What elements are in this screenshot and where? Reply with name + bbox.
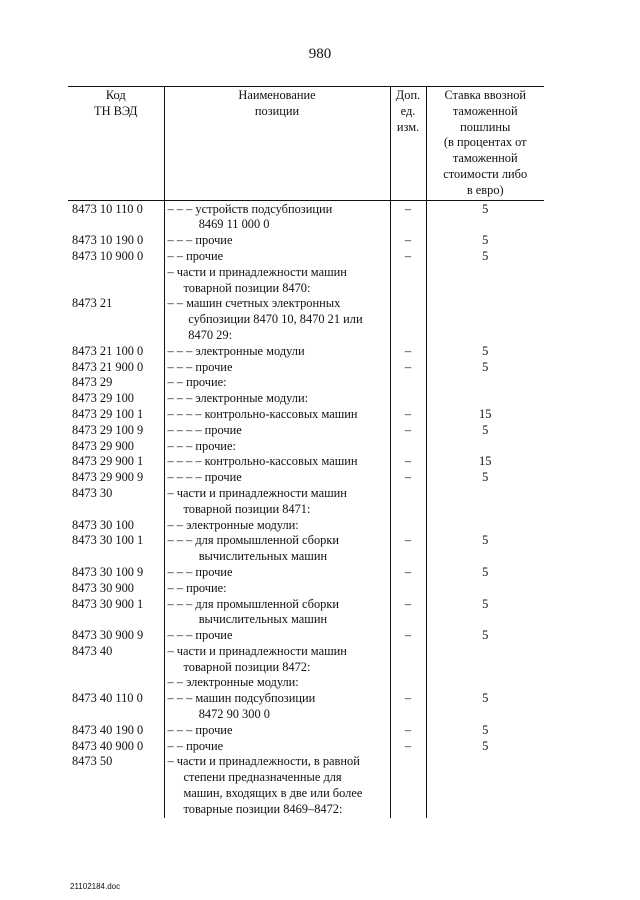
cell-name [164, 344, 390, 360]
cell-name-line: – – – для промышленной сборки [167, 596, 340, 611]
cell-code: 8473 21 [72, 296, 113, 311]
cell-unit: – [390, 454, 426, 470]
cell-rate [426, 581, 544, 597]
cell-code: 8473 21 900 0 [72, 359, 144, 374]
header-rate-line: стоимости либо [443, 166, 528, 181]
cell-unit: – [390, 360, 426, 376]
cell-rate [426, 265, 544, 297]
cell-unit [390, 486, 426, 518]
tariff-table [68, 86, 544, 818]
page-number: 980 [308, 46, 332, 62]
cell-name [164, 423, 390, 439]
cell-unit: – [390, 423, 426, 439]
header-code-line: Код [105, 88, 126, 102]
cell-name [164, 723, 390, 739]
cell-rate [426, 391, 544, 407]
cell-rate: 15 [426, 454, 544, 470]
cell-code: 8473 10 900 0 [72, 248, 144, 263]
cell-name [164, 375, 390, 391]
cell-unit: – [390, 233, 426, 249]
cell-unit [390, 518, 426, 534]
cell-name-line: – – – для промышленной сборки [167, 533, 340, 548]
cell-name [164, 265, 390, 297]
cell-name-line: вычислительных машин [198, 612, 328, 627]
cell-name-line: – – электронные модули: [167, 517, 299, 532]
table-row [68, 470, 544, 486]
cell-code: 8473 40 190 0 [72, 722, 144, 737]
cell-name-line: – – – машин подсубпозиции [167, 691, 316, 706]
cell-code: 8473 29 100 1 [72, 406, 144, 421]
cell-rate [426, 754, 544, 817]
cell-code: 8473 29 100 9 [72, 422, 144, 437]
cell-code: 8473 40 [72, 643, 113, 658]
cell-unit [390, 375, 426, 391]
cell-code: 8473 29 900 1 [72, 454, 144, 469]
cell-code: 8473 30 100 1 [72, 533, 144, 548]
table-row [68, 200, 544, 233]
cell-code: 8473 40 110 0 [72, 691, 143, 706]
cell-name-line: вычислительных машин [198, 549, 328, 564]
table-row [68, 565, 544, 581]
header-rate [426, 87, 544, 201]
table-row [68, 375, 544, 391]
table-row [68, 344, 544, 360]
cell-rate: 5 [426, 533, 544, 565]
cell-name-line: – – – – прочие [167, 470, 242, 485]
cell-name-line: 8470 29: [188, 327, 233, 342]
cell-name-line: – – – устройств подсубпозиции [167, 201, 333, 216]
cell-name-line: – – – прочие [167, 564, 233, 579]
cell-unit: – [390, 533, 426, 565]
cell-rate: 5 [426, 597, 544, 629]
cell-rate: 5 [426, 628, 544, 644]
cell-code: 8473 10 110 0 [72, 201, 143, 216]
table-row [68, 233, 544, 249]
cell-code: 8473 30 900 [72, 580, 134, 595]
cell-name-line: – – электронные модули: [167, 675, 299, 690]
cell-rate: 5 [426, 723, 544, 739]
cell-name-line: – – – электронные модули [167, 343, 305, 358]
cell-name [164, 644, 390, 691]
cell-name-line: товарной позиции 8470: [183, 280, 311, 295]
cell-unit [390, 581, 426, 597]
cell-name [164, 439, 390, 455]
cell-name [164, 360, 390, 376]
cell-rate: 5 [426, 565, 544, 581]
header-rate-line: в евро) [466, 182, 504, 197]
table-row [68, 265, 544, 297]
cell-code: 8473 40 900 0 [72, 738, 144, 753]
header-rate-line: Ставка ввозной [444, 88, 527, 102]
cell-name [164, 407, 390, 423]
cell-name-line: товарные позиции 8469–8472: [183, 801, 343, 816]
cell-name-line: – – – прочие: [167, 438, 236, 453]
cell-name [164, 391, 390, 407]
table-row [68, 439, 544, 455]
cell-unit [390, 296, 426, 343]
header-rate-line: пошлины [460, 119, 511, 134]
cell-name [164, 754, 390, 817]
cell-code: 8473 50 [72, 754, 113, 769]
cell-unit [390, 439, 426, 455]
cell-code: 8473 29 900 9 [72, 470, 144, 485]
cell-unit: – [390, 739, 426, 755]
cell-name-line: 8472 90 300 0 [198, 707, 270, 722]
cell-name-line: – – – электронные модули: [167, 391, 309, 406]
cell-name [164, 628, 390, 644]
cell-name [164, 565, 390, 581]
cell-name-line: – части и принадлежности машин [167, 485, 347, 500]
cell-name [164, 200, 390, 233]
cell-name [164, 233, 390, 249]
cell-name [164, 296, 390, 343]
cell-name [164, 597, 390, 629]
cell-code: 8473 30 900 9 [72, 628, 144, 643]
cell-name-line: степени предназначенные для [183, 770, 342, 785]
cell-rate: 5 [426, 344, 544, 360]
cell-unit [390, 265, 426, 297]
cell-name [164, 249, 390, 265]
cell-code: 8473 30 100 9 [72, 564, 144, 579]
cell-rate: 5 [426, 470, 544, 486]
document-filename: 21102184.doc [70, 882, 121, 891]
cell-rate [426, 486, 544, 518]
cell-code: 8473 30 900 1 [72, 596, 144, 611]
cell-name-line: – – – прочие [167, 233, 233, 248]
cell-name-line: товарной позиции 8472: [183, 659, 311, 674]
cell-rate [426, 296, 544, 343]
table-row [68, 296, 544, 343]
cell-name-line: 8469 11 000 0 [198, 217, 270, 232]
cell-rate: 5 [426, 360, 544, 376]
header-rate-line: таможенной [452, 151, 518, 166]
header-name-line: позиции [254, 103, 300, 118]
cell-unit: – [390, 628, 426, 644]
cell-name-line: товарной позиции 8471: [183, 501, 311, 516]
cell-name [164, 470, 390, 486]
cell-unit: – [390, 597, 426, 629]
cell-name-line: – части и принадлежности машин [167, 264, 347, 279]
table-row [68, 407, 544, 423]
cell-unit: – [390, 249, 426, 265]
cell-unit [390, 644, 426, 691]
cell-rate [426, 644, 544, 691]
cell-code: 8473 10 190 0 [72, 233, 144, 248]
header-name-line: Наименование [238, 88, 316, 102]
cell-rate: 5 [426, 691, 544, 723]
cell-name-line: субпозиции 8470 10, 8470 21 или [188, 312, 363, 327]
table-row [68, 423, 544, 439]
cell-code: 8473 30 [72, 485, 113, 500]
header-code [68, 87, 164, 201]
cell-name-line: – – прочие [167, 248, 224, 263]
cell-name [164, 454, 390, 470]
header-rate-line: таможенной [452, 103, 518, 118]
table-row [68, 533, 544, 565]
cell-unit [390, 754, 426, 817]
table-row [68, 723, 544, 739]
cell-name-line: – части и принадлежности, в равной [167, 754, 360, 769]
header-unit-line: Доп. [395, 88, 421, 102]
header-rate-line: (в процентах от [443, 135, 527, 150]
cell-unit: – [390, 200, 426, 233]
cell-unit [390, 391, 426, 407]
cell-unit: – [390, 344, 426, 360]
cell-code: 8473 29 900 [72, 438, 134, 453]
cell-name-line: – – машин счетных электронных [167, 296, 341, 311]
cell-rate [426, 439, 544, 455]
table-row [68, 581, 544, 597]
cell-rate [426, 518, 544, 534]
table-row [68, 391, 544, 407]
table-row [68, 754, 544, 817]
cell-name-line: – – – – прочие [167, 422, 242, 437]
table-row [68, 691, 544, 723]
cell-rate: 15 [426, 407, 544, 423]
cell-code [68, 265, 164, 297]
table-row [68, 454, 544, 470]
table-row [68, 739, 544, 755]
cell-code: 8473 21 100 0 [72, 343, 144, 358]
header-unit [390, 87, 426, 201]
cell-unit: – [390, 691, 426, 723]
cell-name-line: – – – прочие [167, 628, 233, 643]
cell-name [164, 518, 390, 534]
table-row [68, 518, 544, 534]
table-row [68, 486, 544, 518]
cell-unit: – [390, 565, 426, 581]
cell-name [164, 533, 390, 565]
cell-name-line: – – – прочие [167, 359, 233, 374]
cell-name-line: – – – – контрольно-кассовых машин [167, 406, 358, 421]
table-body [68, 200, 544, 818]
cell-name-line: – – – – контрольно-кассовых машин [167, 454, 358, 469]
header-unit-line: ед. [400, 103, 416, 118]
cell-rate: 5 [426, 249, 544, 265]
cell-name-line: – – прочие: [167, 375, 227, 390]
table-row [68, 597, 544, 629]
cell-name-line: – части и принадлежности машин [167, 643, 347, 658]
cell-unit: – [390, 407, 426, 423]
table-row [68, 644, 544, 691]
cell-name-line: – – прочие: [167, 580, 227, 595]
cell-name [164, 486, 390, 518]
cell-unit: – [390, 470, 426, 486]
cell-unit: – [390, 723, 426, 739]
cell-rate [426, 375, 544, 391]
table-header-row [68, 87, 544, 201]
table-row [68, 360, 544, 376]
cell-name-line: – – – прочие [167, 722, 233, 737]
table-row [68, 249, 544, 265]
header-unit-line: изм. [396, 119, 420, 134]
cell-rate: 5 [426, 423, 544, 439]
cell-code: 8473 29 [72, 375, 113, 390]
header-code-line: ТН ВЭД [94, 103, 138, 118]
cell-name [164, 691, 390, 723]
cell-rate: 5 [426, 739, 544, 755]
cell-name-line: – – прочие [167, 738, 224, 753]
cell-code: 8473 29 100 [72, 391, 134, 406]
table-row [68, 628, 544, 644]
header-name [164, 87, 390, 201]
cell-rate: 5 [426, 233, 544, 249]
cell-rate: 5 [426, 200, 544, 233]
cell-name [164, 581, 390, 597]
cell-name-line: машин, входящих в две или более [183, 786, 363, 801]
cell-name [164, 739, 390, 755]
cell-code: 8473 30 100 [72, 517, 134, 532]
